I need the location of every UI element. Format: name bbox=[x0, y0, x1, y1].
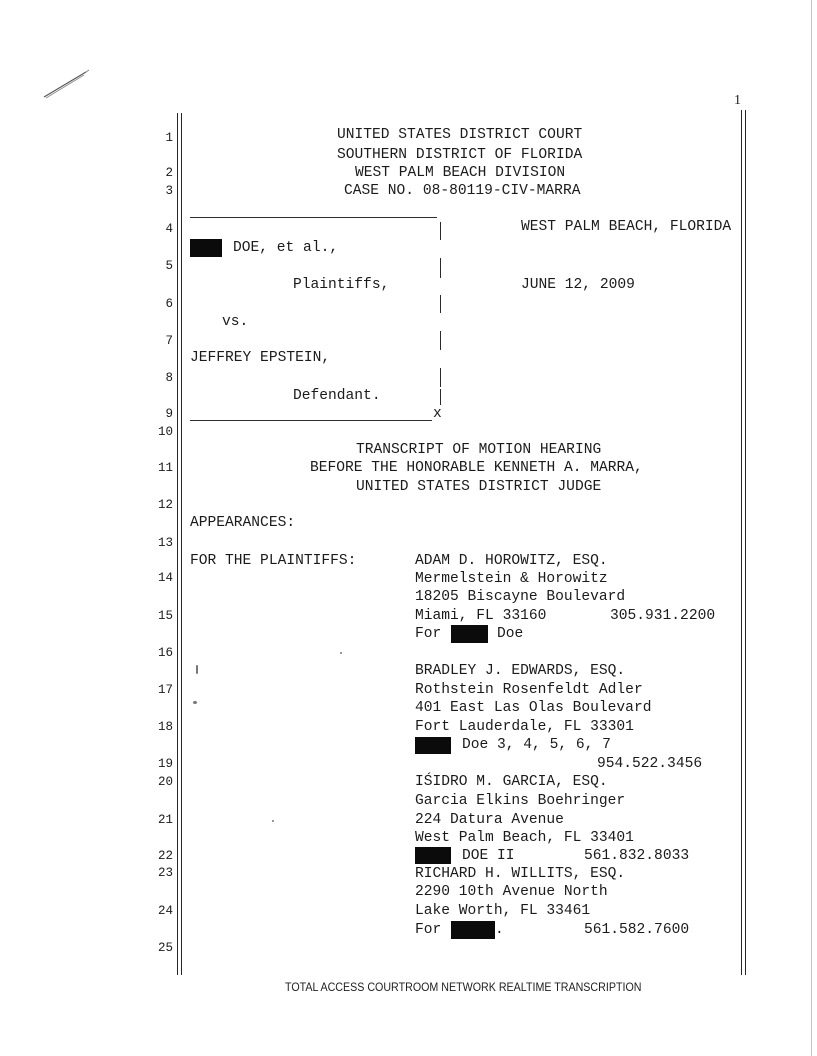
title-line: TRANSCRIPT OF MOTION HEARING bbox=[356, 442, 602, 458]
left-margin-rule-inner bbox=[181, 113, 182, 975]
phone-number: 561.832.8033 bbox=[584, 848, 690, 864]
case-number: CASE NO. 08-80119-CIV-MARRA bbox=[344, 183, 581, 199]
pen-mark bbox=[40, 66, 100, 102]
line-number: 3 bbox=[165, 184, 173, 198]
page-number: 1 bbox=[734, 93, 741, 108]
line-number: 19 bbox=[157, 757, 173, 771]
address-line: Miami, FL 33160 bbox=[415, 608, 547, 624]
line-number: 12 bbox=[157, 498, 173, 512]
caption-divider bbox=[440, 295, 441, 313]
title-line: BEFORE THE HONORABLE KENNETH A. MARRA, bbox=[310, 460, 643, 476]
scan-speck bbox=[196, 665, 198, 674]
hearing-location: WEST PALM BEACH, FLORIDA bbox=[521, 219, 732, 235]
footer bbox=[181, 978, 745, 996]
line-number: 11 bbox=[157, 461, 173, 475]
redaction-block bbox=[415, 847, 451, 864]
footer-text: TOTAL ACCESS COURTROOM NETWORK REALTIME TRANSCRIPTION bbox=[284, 980, 642, 994]
client-name: Doe bbox=[497, 626, 524, 642]
page-edge-line bbox=[811, 0, 812, 1056]
law-firm: Mermelstein & Horowitz bbox=[415, 571, 608, 587]
appearances-heading: APPEARANCES: bbox=[190, 515, 296, 531]
caption-divider bbox=[440, 222, 441, 240]
line-number: 5 bbox=[165, 259, 173, 273]
defendant-role: Defendant. bbox=[293, 388, 381, 404]
line-number: 20 bbox=[157, 775, 173, 789]
address-line: 18205 Biscayne Boulevard bbox=[415, 589, 626, 605]
address-line: 224 Datura Avenue bbox=[415, 812, 564, 828]
line-number: 21 bbox=[157, 813, 173, 827]
left-margin-rule-outer bbox=[177, 113, 178, 975]
caption-top-rule bbox=[190, 217, 437, 218]
client-prefix: For bbox=[415, 922, 442, 938]
redaction-block bbox=[451, 625, 488, 643]
line-number: 18 bbox=[157, 720, 173, 734]
title-line: UNITED STATES DISTRICT JUDGE bbox=[356, 479, 602, 495]
line-number: 13 bbox=[157, 536, 173, 550]
scan-speck bbox=[193, 701, 197, 704]
court-name: UNITED STATES DISTRICT COURT bbox=[337, 127, 583, 143]
redaction-block bbox=[190, 239, 222, 257]
for-plaintiffs-label: FOR THE PLAINTIFFS: bbox=[190, 553, 357, 569]
plaintiff-name: DOE, et al., bbox=[233, 240, 339, 256]
hearing-date: JUNE 12, 2009 bbox=[521, 277, 635, 293]
line-number: 17 bbox=[157, 683, 173, 697]
phone-number: 561.582.7600 bbox=[584, 922, 690, 938]
scan-speck bbox=[272, 820, 274, 822]
address-line: West Palm Beach, FL 33401 bbox=[415, 830, 634, 846]
law-firm: Garcia Elkins Boehringer bbox=[415, 793, 626, 809]
line-number: 10 bbox=[157, 425, 173, 439]
client-name: Doe 3, 4, 5, 6, 7 bbox=[462, 737, 611, 753]
line-number: 22 bbox=[157, 849, 173, 863]
address-line: 401 East Las Olas Boulevard bbox=[415, 700, 652, 716]
plaintiff-role: Plaintiffs, bbox=[293, 277, 390, 293]
right-margin-rule-inner bbox=[741, 110, 742, 975]
line-number: 25 bbox=[157, 941, 173, 955]
line-number: 1 bbox=[165, 131, 173, 145]
line-number: 8 bbox=[165, 371, 173, 385]
attorney-name: IŚIDRO M. GARCIA, ESQ. bbox=[415, 774, 608, 790]
caption-divider bbox=[440, 368, 441, 387]
caption-divider bbox=[440, 331, 441, 350]
client-prefix: For bbox=[415, 626, 442, 642]
district-name: SOUTHERN DISTRICT OF FLORIDA bbox=[337, 147, 583, 163]
line-number: 16 bbox=[157, 646, 173, 660]
redaction-block bbox=[415, 737, 451, 754]
attorney-name: RICHARD H. WILLITS, ESQ. bbox=[415, 866, 626, 882]
address-line: Lake Worth, FL 33461 bbox=[415, 903, 591, 919]
line-number: 24 bbox=[157, 904, 173, 918]
attorney-name: ADAM D. HOROWITZ, ESQ. bbox=[415, 553, 608, 569]
defendant-name: JEFFREY EPSTEIN, bbox=[190, 350, 331, 366]
client-name: . bbox=[495, 922, 504, 938]
division-name: WEST PALM BEACH DIVISION bbox=[355, 165, 566, 181]
caption-bottom-rule bbox=[190, 420, 432, 421]
line-number: 23 bbox=[157, 866, 173, 880]
right-margin-rule-outer bbox=[745, 110, 746, 975]
line-number: 14 bbox=[157, 571, 173, 585]
address-line: 2290 10th Avenue North bbox=[415, 884, 608, 900]
caption-end-mark: x bbox=[433, 406, 442, 422]
line-number: 15 bbox=[157, 609, 173, 623]
line-number: 9 bbox=[165, 407, 173, 421]
versus-label: vs. bbox=[222, 314, 249, 330]
scan-speck bbox=[340, 652, 342, 654]
client-name: DOE II bbox=[462, 848, 515, 864]
line-number: 6 bbox=[165, 297, 173, 311]
caption-divider bbox=[440, 389, 441, 405]
caption-divider bbox=[440, 258, 441, 278]
line-number: 7 bbox=[165, 334, 173, 348]
phone-number: 954.522.3456 bbox=[597, 756, 703, 772]
line-number: 4 bbox=[165, 222, 173, 236]
law-firm: Rothstein Rosenfeldt Adler bbox=[415, 682, 643, 698]
phone-number: 305.931.2200 bbox=[610, 608, 716, 624]
attorney-name: BRADLEY J. EDWARDS, ESQ. bbox=[415, 663, 626, 679]
redaction-block bbox=[451, 921, 495, 939]
line-number: 2 bbox=[165, 166, 173, 180]
address-line: Fort Lauderdale, FL 33301 bbox=[415, 719, 634, 735]
